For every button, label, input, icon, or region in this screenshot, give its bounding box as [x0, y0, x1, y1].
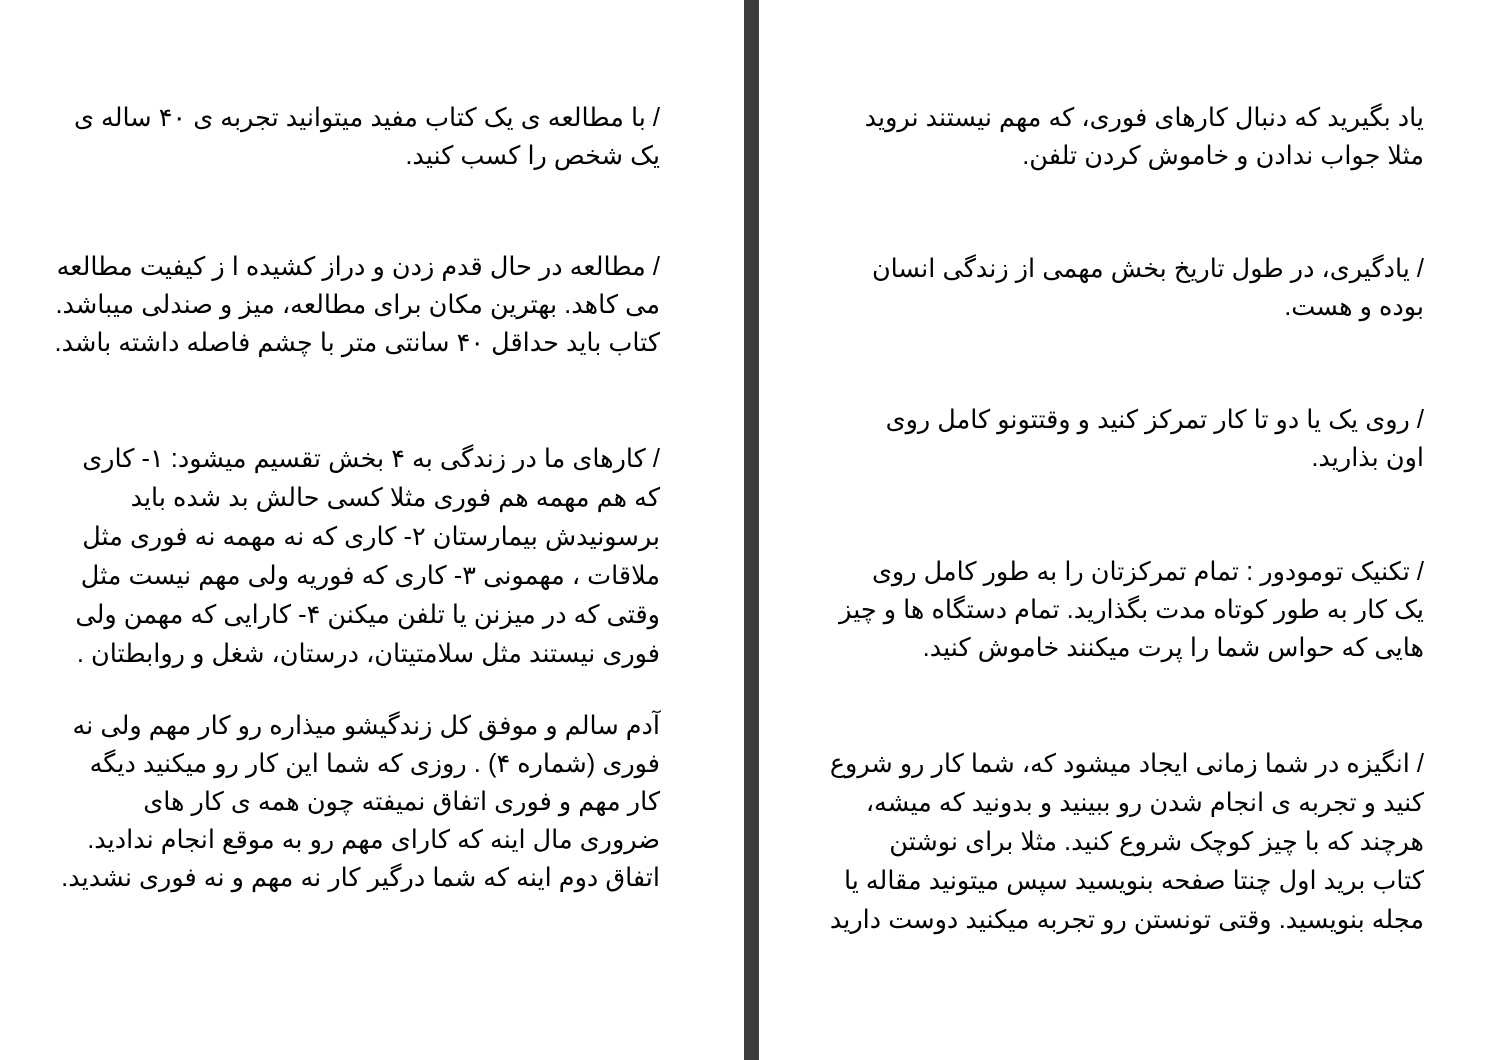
- text-line: / با مطالعه ی یک کتاب مفید میتوانید تجربه ی ۴۰ ساله ی: [74, 104, 660, 132]
- text-line: فوری (شماره ۴) . روزی که شما این کار رو میکنید دیگه: [89, 750, 660, 778]
- text-line: یاد بگیرید که دنبال کارهای فوری، که مهم نیستند نروید: [864, 104, 1424, 132]
- right-paragraph-5: [830, 745, 1424, 940]
- page-divider: [744, 0, 759, 1060]
- left-paragraph-4: [61, 707, 660, 897]
- text-line: بوده و هست.: [1284, 293, 1424, 321]
- text-line: / انگیزه در شما زمانی ایجاد میشود که، شما کار رو شروع: [829, 750, 1424, 778]
- text-line: ملاقات ، مهمونی ۳- کاری که فوریه ولی مهم نیست مثل: [80, 562, 660, 590]
- text-line: فوری نیستند مثل سلامتیتان، درستان، شغل و روابطتان .: [76, 640, 660, 668]
- text-line: / یادگیری، در طول تاریخ بخش مهمی از زندگی انسان: [871, 255, 1424, 283]
- left-page: [0, 0, 744, 1060]
- text-line: / تکنیک تومودور : تمام تمرکزتان را به طور کامل روی: [871, 558, 1424, 586]
- text-line: که هم مهمه هم فوری مثلا کسی حالش بد شده باید: [130, 484, 660, 512]
- text-line: مجله بنویسید. وقتی تونستن رو تجربه میکنید دوست دارید: [829, 906, 1424, 934]
- left-paragraph-3: [75, 440, 660, 674]
- text-line: مثلا جواب ندادن و خاموش کردن تلفن.: [1022, 142, 1424, 170]
- text-line: کار مهم و فوری اتفاق نمیفته چون همه ی کار های: [143, 788, 660, 816]
- text-line: / روی یک یا دو تا کار تمرکز کنید و وقتتونو کامل روی: [885, 406, 1424, 434]
- text-line: هایی که حواس شما را پرت میکنند خاموش کنید.: [922, 634, 1424, 662]
- right-paragraph-4: [839, 553, 1424, 667]
- text-line: کتاب برید اول چنتا صفحه بنویسید سپس میتونید مقاله یا: [843, 867, 1424, 895]
- right-paragraph-2: [872, 250, 1424, 326]
- text-line: کتاب باید حداقل ۴۰ سانتی متر با چشم فاصله داشته باشد.: [54, 329, 660, 357]
- left-paragraph-1: [74, 99, 660, 175]
- text-line: یک کار به طور کوتاه مدت بگذارید. تمام دستگاه ها و چیز: [839, 596, 1424, 624]
- left-paragraph-2: [54, 248, 660, 362]
- text-line: آدم سالم و موفق کل زندگیشو میذاره رو کار مهم ولی نه: [72, 712, 660, 740]
- right-paragraph-3: [886, 401, 1424, 477]
- text-line: هرچند که با چیز کوچک شروع کنید. مثلا برای نوشتن: [889, 828, 1424, 856]
- text-line: اون بذارید.: [1311, 444, 1424, 472]
- right-paragraph-1: [865, 99, 1424, 175]
- text-line: یک شخص را کسب کنید.: [405, 142, 660, 170]
- text-line: برسونیدش بیمارستان ۲- کاری که نه مهمه نه فوری مثل: [82, 523, 660, 551]
- text-line: کنید و تجربه ی انجام شدن رو ببینید و بدونید که میشه،: [865, 789, 1424, 817]
- text-line: اتفاق دوم اینه که شما درگیر کار نه مهم و نه فوری نشدید.: [61, 864, 660, 892]
- text-line: وقتی که در میزنن یا تلفن میکنن ۴- کارایی که مهمن ولی: [75, 601, 660, 629]
- text-line: ضروری مال اینه که کارای مهم رو به موقع انجام ندادید.: [87, 826, 660, 854]
- text-line: / کارهای ما در زندگی به ۴ بخش تقسیم میشود: ۱- کاری: [82, 445, 660, 473]
- text-line: / مطالعه در حال قدم زدن و دراز کشیده ا ز کیفیت مطالعه: [56, 253, 660, 281]
- right-page: [759, 0, 1508, 1060]
- text-line: می کاهد. بهترین مکان برای مطالعه، میز و صندلی میباشد.: [55, 291, 660, 319]
